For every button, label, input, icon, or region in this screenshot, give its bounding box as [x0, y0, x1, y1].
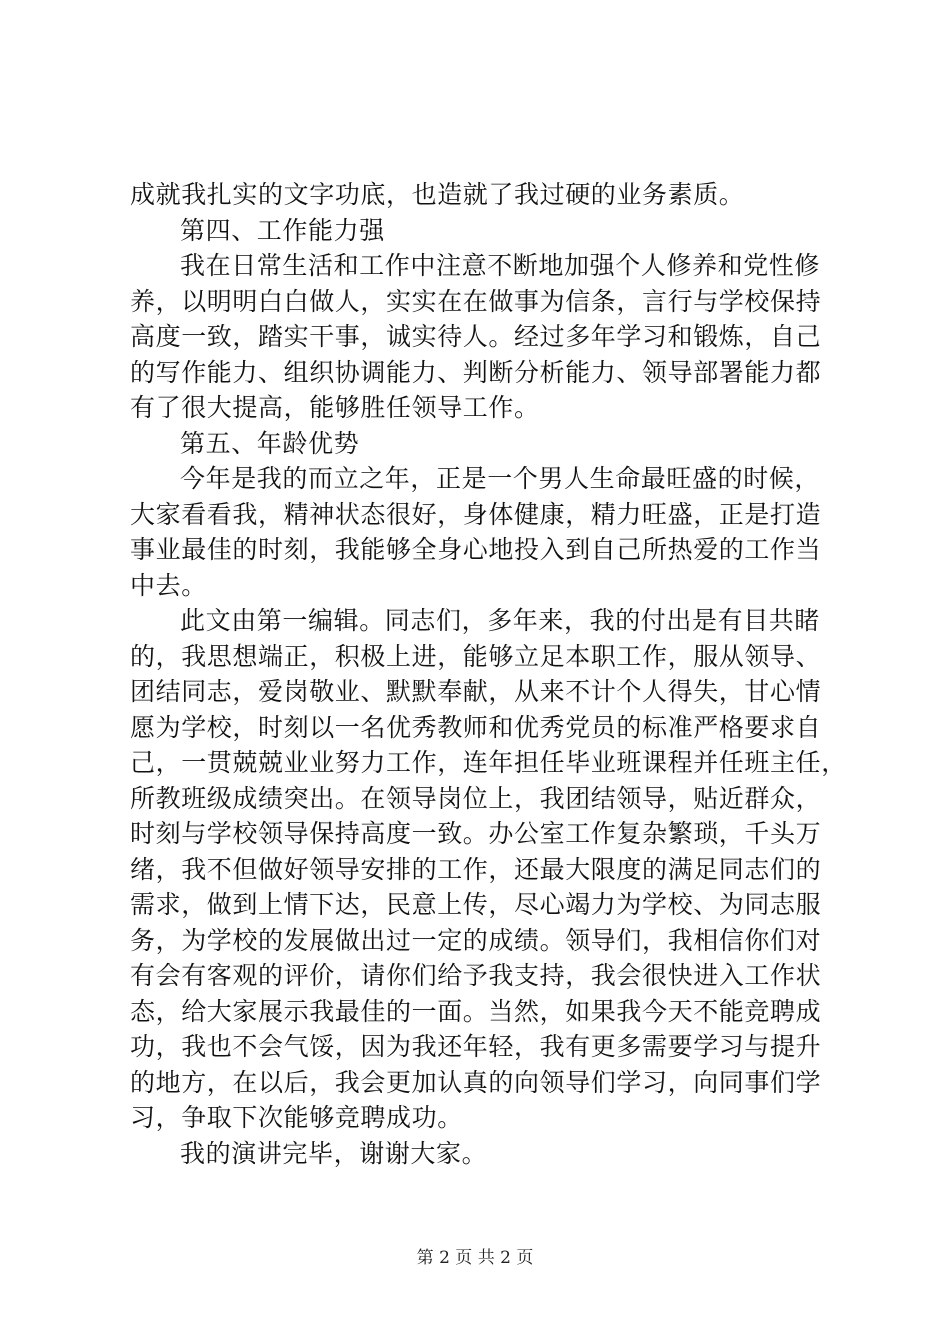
- text-line: 功，我也不会气馁，因为我还年轻，我有更多需要学习与提升: [130, 1032, 822, 1061]
- text-line: 需求，做到上情下达，民意上传，尽心竭力为学校、为同志服: [130, 890, 822, 919]
- text-line: 成就我扎实的文字功底，也造就了我过硬的业务素质。: [130, 180, 745, 209]
- text-line: 此文由第一编辑。同志们，多年来，我的付出是有目共睹: [180, 606, 821, 635]
- text-line: 的地方，在以后，我会更加认真的向领导们学习，向同事们学: [130, 1067, 822, 1097]
- text-line: 愿为学校，时刻以一名优秀教师和优秀党员的标准严格要求自: [130, 712, 822, 742]
- text-line: 团结同志，爱岗敬业、默默奉献，从来不计个人得失，甘心情: [130, 677, 822, 706]
- text-line: 有了很大提高，能够胜任领导工作。: [130, 393, 540, 422]
- text-line: 中去。: [130, 570, 207, 600]
- text-line: 大家看看我，精神状态很好，身体健康，精力旺盛，正是打造: [130, 499, 822, 529]
- text-line: 态，给大家展示我最佳的一面。当然，如果我今天不能竞聘成: [130, 996, 822, 1026]
- text-line: 时刻与学校领导保持高度一致。办公室工作复杂繁琐，千头万: [130, 819, 822, 848]
- text-line: 的，我思想端正，积极上进，能够立足本职工作，服从领导、: [130, 641, 822, 671]
- text-line: 己，一贯兢兢业业努力工作，连年担任毕业班课程并任班主任，: [130, 748, 847, 777]
- text-line: 事业最佳的时刻，我能够全身心地投入到自己所热爱的工作当: [130, 535, 822, 564]
- text-line: 高度一致，踏实干事，诚实待人。经过多年学习和锻炼，自己: [130, 322, 822, 351]
- text-line: 第五、年龄优势: [180, 428, 360, 458]
- text-line: 第四、工作能力强: [180, 215, 385, 245]
- text-line: 今年是我的而立之年，正是一个男人生命最旺盛的时候，: [180, 464, 821, 493]
- text-line: 养，以明明白白做人，实实在在做事为信条，言行与学校保持: [130, 286, 822, 316]
- text-line: 我在日常生活和工作中注意不断地加强个人修养和党性修: [180, 251, 821, 280]
- text-line: 有会有客观的评价，请你们给予我支持，我会很快进入工作状: [130, 961, 822, 990]
- text-line: 的写作能力、组织协调能力、判断分析能力、领导部署能力都: [130, 357, 822, 387]
- document-body: [130, 177, 850, 1171]
- text-line: 绪，我不但做好领导安排的工作，还最大限度的满足同志们的: [130, 854, 822, 884]
- text-line: 所教班级成绩突出。在领导岗位上，我团结领导，贴近群众，: [130, 783, 822, 813]
- text-line: 务，为学校的发展做出过一定的成绩。领导们，我相信你们对: [130, 925, 822, 955]
- text-line: 习，争取下次能够竞聘成功。: [130, 1103, 463, 1132]
- text-line: 我的演讲完毕，谢谢大家。: [180, 1138, 488, 1168]
- page-footer: 第 2 页 共 2 页: [416, 1248, 534, 1268]
